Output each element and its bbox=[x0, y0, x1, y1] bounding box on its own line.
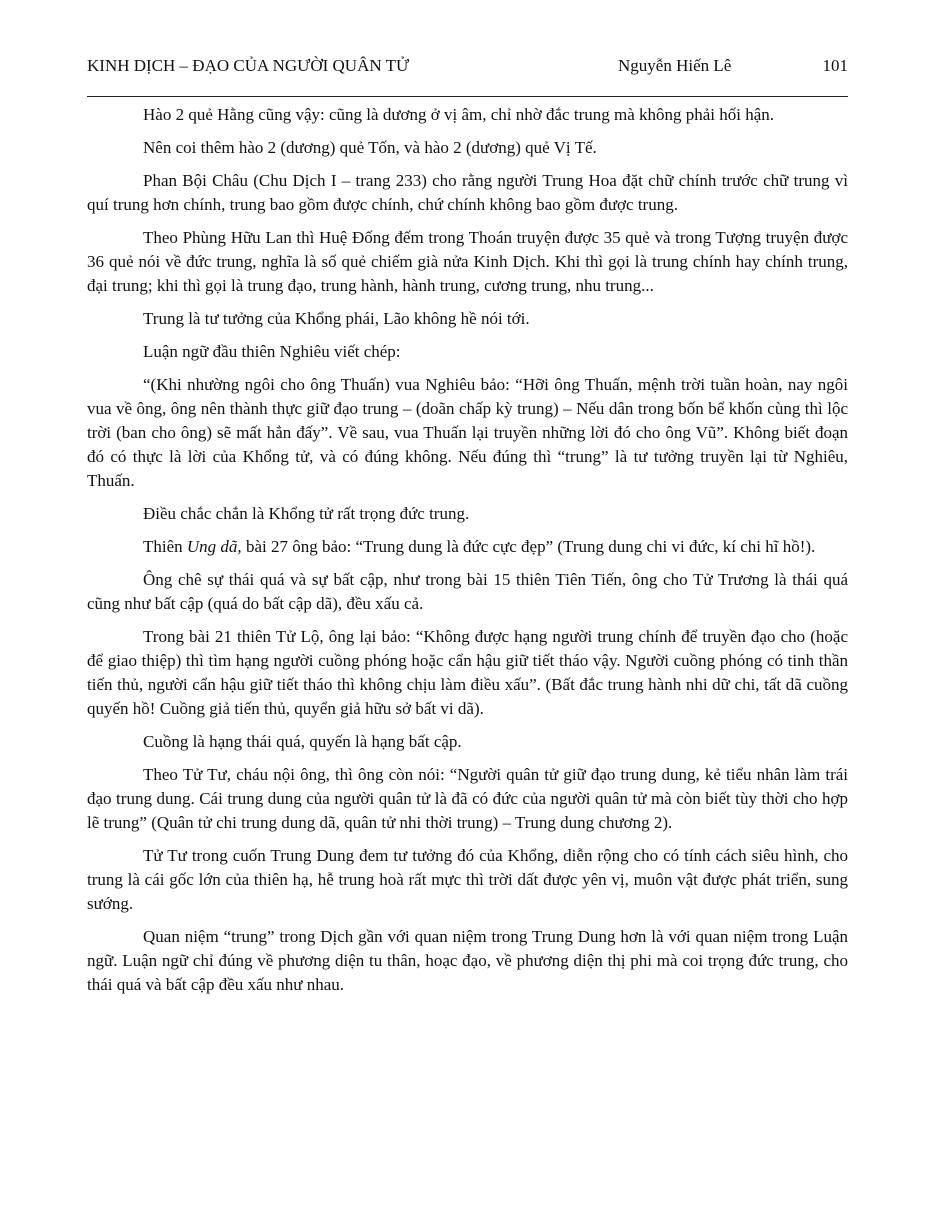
paragraph-text: bài 27 ông bảo: “Trung dung là đức cực đẹp” (Trung dung chi vi đức, kí chi hĩ hồ!). bbox=[241, 537, 816, 556]
author-name: Nguyễn Hiến Lê bbox=[618, 56, 732, 75]
paragraph: Trung là tư tưởng của Khổng phái, Lão không hề nói tới. bbox=[143, 309, 530, 328]
book-title: KINH DỊCH – ĐẠO CỦA NGƯỜI QUÂN TỬ bbox=[87, 56, 410, 75]
paragraph: Luận ngữ đầu thiên Nghiêu viết chép: bbox=[143, 342, 401, 361]
header-rule bbox=[87, 96, 848, 97]
page-number: 101 bbox=[822, 56, 848, 75]
paragraph: Cuồng là hạng thái quá, quyến là hạng bất cập. bbox=[143, 732, 462, 751]
paragraph: Điều chắc chắn là Khổng tử rất trọng đức trung. bbox=[143, 504, 470, 523]
paragraph: Theo Tử Tư, cháu nội ông, thì ông còn nói: “Người quân tử giữ đạo trung dung, kẻ tiểu nhân làm trái đạo trung dung. Cái trung dung của người quân tử là đã có đức của người quân tử mà còn biết tùy thời cho hợp lẽ trung” (Quân tử chi trung dung dã, quân tử nhi thời trung) – Trung dung chương 2). bbox=[87, 765, 848, 832]
paragraph: Ông chê sự thái quá và sự bất cập, như trong bài 15 thiên Tiên Tiến, ông cho Tử Trương là thái quá cũng như bất cập (quá do bất cập dã), đều xấu cả. bbox=[87, 570, 848, 613]
paragraph: Theo Phùng Hữu Lan thì Huệ Đống đếm trong Thoán truyện được 35 quẻ và trong Tượng truyện được 36 quẻ nói về đức trung, nghĩa là số quẻ chiếm già nửa Kinh Dịch. Khi thì gọi là trung chính hay chính trung, đại trung; khi thì gọi là trung đạo, trung hành, hành trung, cương trung, nhu trung... bbox=[87, 228, 848, 295]
page-header bbox=[87, 56, 848, 82]
paragraph: “(Khi nhường ngôi cho ông Thuấn) vua Nghiêu bảo: “Hỡi ông Thuấn, mệnh trời tuần hoàn, nay ngôi vua về ông, ông nên thành thực giữ đạo trung – (doãn chấp kỳ trung) – Nếu dân trong bốn bể khốn cùng thì lộc trời (ban cho ông) sẽ mất hẳn đấy”. Về sau, vua Thuấn lại truyền những lời đó cho ông Vũ”. Không biết đoạn đó có thực là lời của Khổng tử, và có đúng không. Nếu đúng thì “trung” là tư tưởng truyền lại từ Nghiêu, Thuấn. bbox=[87, 375, 848, 490]
paragraph: Tử Tư trong cuốn Trung Dung đem tư tưởng đó của Khổng, diễn rộng cho có tính cách siêu hình, cho trung là cái gốc lớn của thiên hạ, hễ trung hoà rất mực thì trời dất được yên vị, muôn vật được phát triển, sung sướng. bbox=[87, 846, 848, 913]
paragraph: Hào 2 quẻ Hằng cũng vậy: cũng là dương ở vị âm, chỉ nhờ đắc trung mà không phải hối hận. bbox=[143, 105, 775, 124]
paragraph bbox=[87, 535, 848, 559]
paragraph: Trong bài 21 thiên Tử Lộ, ông lại bảo: “Không được hạng người trung chính để truyền đạo cho (hoặc để giao thiệp) thì tìm hạng người cuồng phóng hoặc cẩn hậu giữ tiết tháo vậy. Người cuồng phóng có tinh thần tiến thủ, người cẩn hậu giữ tiết tháo thì không chịu làm điều xấu”. (Bất đắc trung hành nhi dữ chi, tất dã cuồng quyến hồ! Cuồng giả tiến thủ, quyển giả hữu sở bất vi dã). bbox=[87, 627, 848, 718]
paragraph-text: Thiên bbox=[143, 537, 187, 556]
paragraph: Nên coi thêm hào 2 (dương) quẻ Tốn, và hào 2 (dương) quẻ Vị Tế. bbox=[143, 138, 597, 157]
page-body bbox=[87, 103, 848, 1006]
work-title: Ung dã, bbox=[186, 537, 242, 556]
paragraph: Phan Bội Châu (Chu Dịch I – trang 233) cho rằng người Trung Hoa đặt chữ chính trước chữ trung vì quí trung hơn chính, trung bao gồm được chính, chứ chính không bao gồm được trung. bbox=[87, 171, 848, 214]
paragraph: Quan niệm “trung” trong Dịch gần với quan niệm trong Trung Dung hơn là với quan niệm trong Luận ngữ. Luận ngữ chỉ đúng về phương diện tu thân, hoạc đạo, về phương diện thị phi mà coi trọng đức trung, cho thái quá và bất cập đều xấu như nhau. bbox=[87, 927, 848, 994]
